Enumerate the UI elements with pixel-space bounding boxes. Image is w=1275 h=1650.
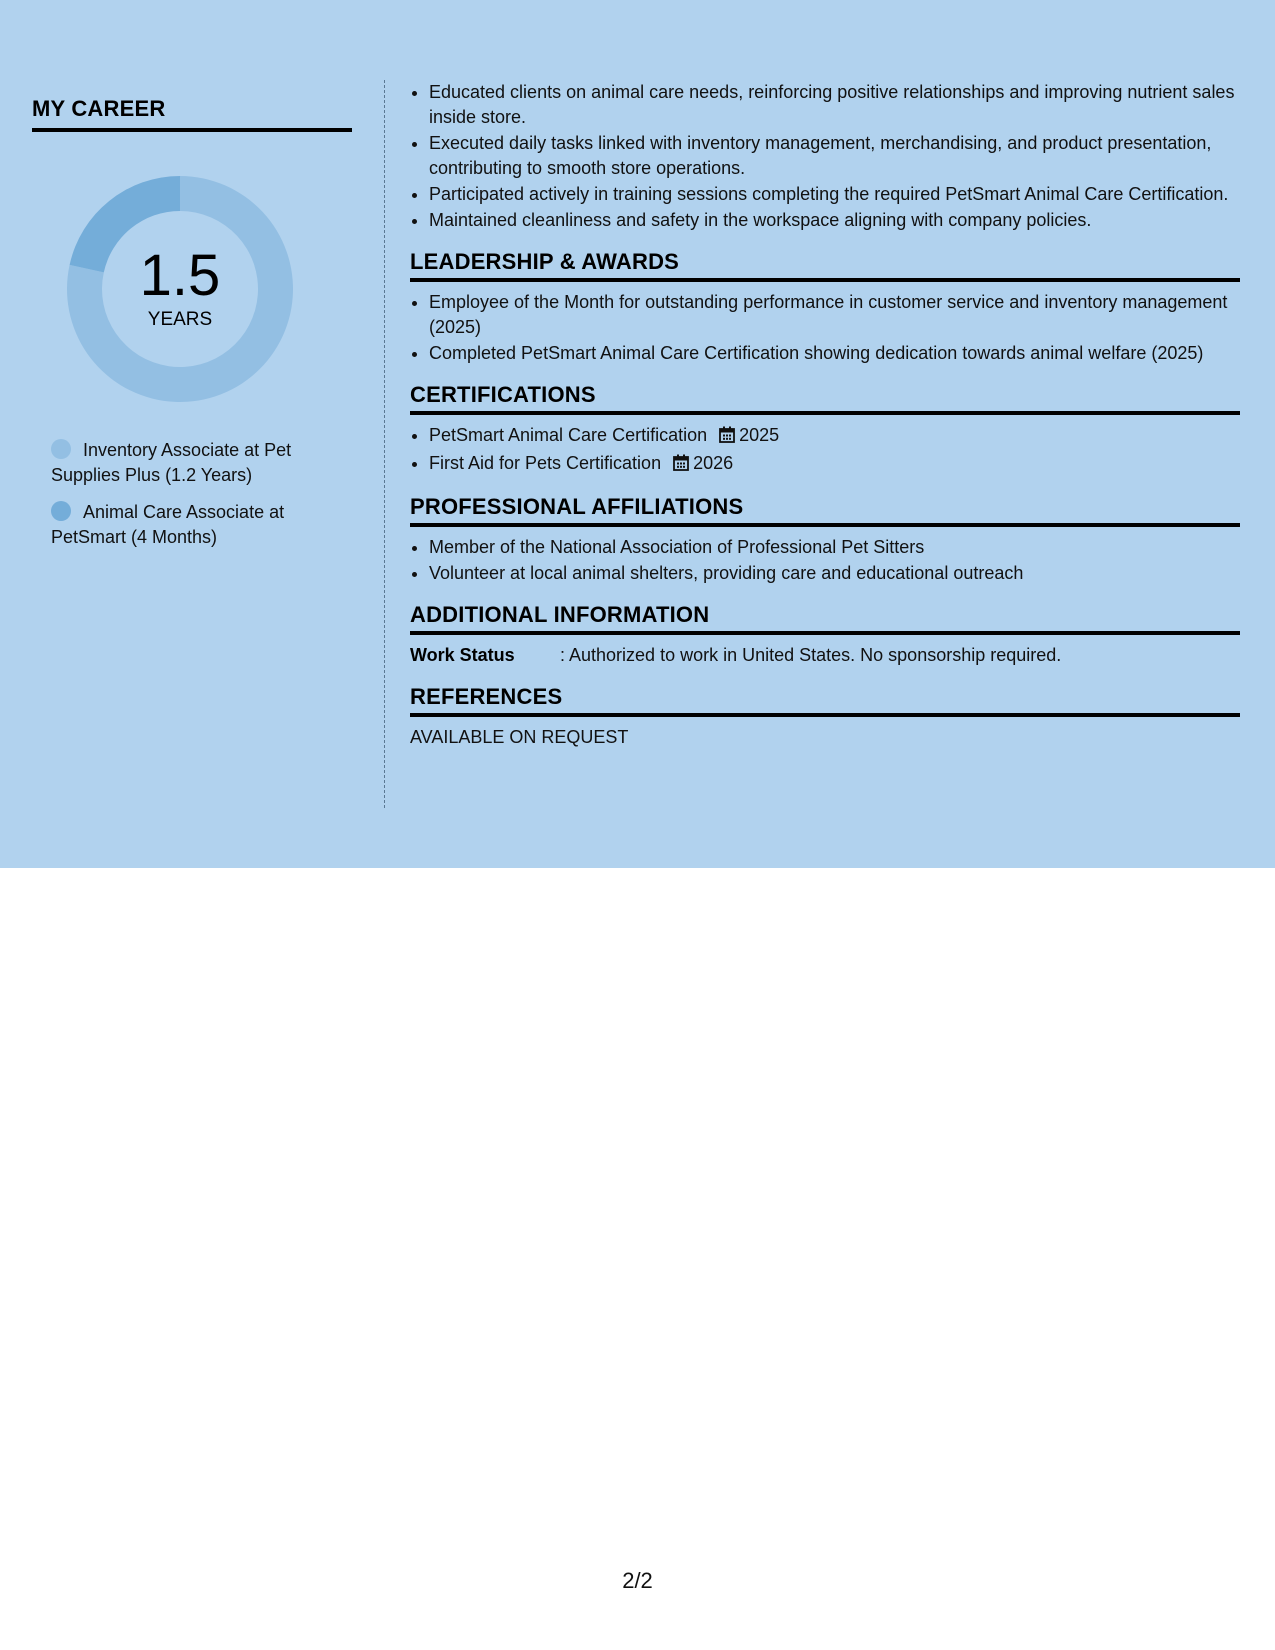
leadership-list [410,290,1240,366]
affiliations-heading: PROFESSIONAL AFFILIATIONS [410,494,1240,527]
list-item: • Participated actively in training sessions completing the required PetSmart Animal Care Certification. [429,182,1240,207]
leadership-section [410,249,1240,366]
work-status-row [410,643,1240,668]
certifications-section [410,382,1240,478]
career-total-value: 1.5 [139,243,221,308]
certifications-list [410,423,1240,478]
references-text: AVAILABLE ON REQUEST [410,727,629,747]
legend-item [51,500,321,550]
column-divider [384,80,385,808]
legend-item [51,438,321,488]
list-item [429,451,1240,478]
references-heading: REFERENCES [410,684,1240,717]
legend-dot-icon [51,501,71,521]
additional-info-section [410,602,1240,668]
affiliations-list [410,535,1240,586]
affiliations-section [410,494,1240,586]
page-number: 2/2 [622,1568,653,1593]
calendar-icon [719,425,735,450]
work-status-value: : Authorized to work in United States. No sponsorship required. [560,645,1062,665]
certification-name: First Aid for Pets Certification [429,453,662,473]
career-legend [51,438,321,550]
career-donut-chart [67,176,293,402]
experience-bullet-list [410,80,1240,233]
certification-name: PetSmart Animal Care Certification [429,425,708,445]
list-item: • Employee of the Month for outstanding performance in customer service and inventory management (2025) [429,290,1240,340]
certification-year: 2026 [693,453,734,473]
resume-main-content [410,80,1240,750]
references-section [410,684,1240,750]
list-item: • Maintained cleanliness and safety in the workspace aligning with company policies. [429,208,1240,233]
work-status-label: Work Status [410,645,515,665]
additional-info-heading: ADDITIONAL INFORMATION [410,602,1240,635]
career-total-unit: YEARS [147,309,213,330]
list-item [429,423,1240,450]
leadership-heading: LEADERSHIP & AWARDS [410,249,1240,282]
legend-dot-icon [51,439,71,459]
certification-year: 2025 [739,425,780,445]
career-sidebar [32,96,352,562]
list-item: • Educated clients on animal care needs, reinforcing positive relationships and improving nutrient sales inside store. [429,80,1240,130]
list-item: • Member of the National Association of Professional Pet Sitters [429,535,1240,560]
career-heading: MY CAREER [32,96,352,132]
legend-label: Inventory Associate at Pet Supplies Plus (1.2 Years) [51,440,292,485]
certifications-heading: CERTIFICATIONS [410,382,1240,415]
list-item: • Completed PetSmart Animal Care Certification showing dedication towards animal welfare (2025) [429,341,1240,366]
list-item: • Volunteer at local animal shelters, providing care and educational outreach [429,561,1240,586]
legend-label: Animal Care Associate at PetSmart (4 Months) [51,502,285,547]
donut-center-label [67,176,293,402]
calendar-icon [673,453,689,478]
list-item: • Executed daily tasks linked with inventory management, merchandising, and product presentation, contributing to smooth store operations. [429,131,1240,181]
